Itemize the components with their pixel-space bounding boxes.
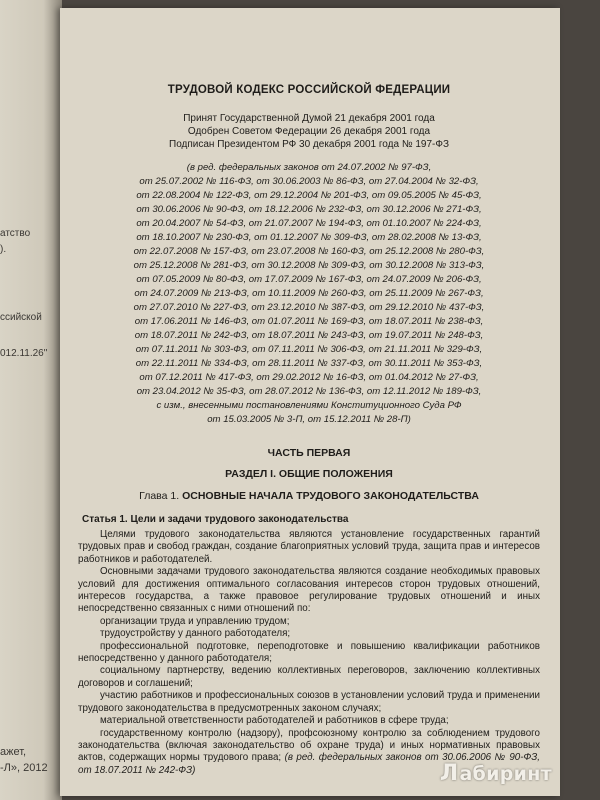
amendment-line: от 07.11.2011 № 303-ФЗ, от 07.11.2011 № 306-ФЗ, от 21.11.2011 № 329-ФЗ, xyxy=(135,344,483,355)
list-item: трудоустройству у данного работодателя; xyxy=(100,628,291,640)
left-page-fragment: 012.11.26" xyxy=(0,348,48,359)
amendment-line: (в ред. федеральных законов от 24.07.2002 № 97-ФЗ, xyxy=(186,162,432,173)
list-item: материальной ответственности работодателей и работников в сфере труда; xyxy=(100,715,449,727)
paragraph: Целями трудового законодательства являются установление государственных гарантий трудовых прав и свобод граждан, создание благоприятных условий труда, защита прав и интересов работников и работодателей. xyxy=(78,529,540,565)
amendment-line: от 18.10.2007 № 230-ФЗ, от 01.12.2007 № 309-ФЗ, от 28.02.2008 № 13-ФЗ, xyxy=(136,232,482,243)
amendment-line: от 25.12.2008 № 281-ФЗ, от 30.12.2008 № 309-ФЗ, от 30.12.2008 № 313-ФЗ, xyxy=(133,260,485,271)
list-item: организации труда и управлению трудом; xyxy=(100,615,290,627)
page-content xyxy=(78,74,540,777)
article-body xyxy=(78,529,540,777)
watermark-logo xyxy=(440,761,552,786)
list-item: профессиональной подготовке, переподготовке и повышению квалификации работников непосредственно у данного работодателя; xyxy=(78,640,540,665)
left-page-fragment: ссийской xyxy=(0,312,42,323)
part-heading: ЧАСТЬ ПЕРВАЯ xyxy=(267,447,351,459)
background-left-bottom xyxy=(0,740,62,800)
list-items xyxy=(78,616,540,728)
background-left-page xyxy=(0,0,62,800)
book-page xyxy=(60,8,560,796)
amendment-line: от 22.07.2008 № 157-ФЗ, от 23.07.2008 № 160-ФЗ, от 25.12.2008 № 280-ФЗ, xyxy=(133,246,485,257)
amendment-line: от 07.12.2011 № 417-ФЗ, от 29.02.2012 № 16-ФЗ, от 01.04.2012 № 27-ФЗ, xyxy=(139,372,479,383)
amendment-line: от 22.11.2011 № 334-ФЗ, от 28.11.2011 № 337-ФЗ, от 30.11.2011 № 353-ФЗ, xyxy=(135,358,483,369)
amendment-line: с изм., внесенными постановлениями Конституционного Суда РФ xyxy=(156,400,462,411)
left-page-fragment: ажет, xyxy=(0,746,27,758)
amendment-line: от 22.08.2004 № 122-ФЗ, от 29.12.2004 № 201-ФЗ, от 09.05.2005 № 45-ФЗ, xyxy=(136,190,482,201)
paragraph: Основными задачами трудового законодательства являются создание необходимых правовых условий для достижения оптимального согласования интересов сторон трудовых отношений, интересов государства, а также правовое регулирование трудовых отношений и иных непосредственно связанных с ними отношений по: xyxy=(78,566,540,615)
amendment-line: от 24.07.2009 № 213-ФЗ, от 10.11.2009 № 260-ФЗ, от 25.11.2009 № 267-ФЗ, xyxy=(134,288,484,299)
chapter-label: Глава 1. xyxy=(139,490,180,502)
article-heading xyxy=(78,514,540,525)
left-page-fragment: ). xyxy=(0,244,7,255)
article-label: Статья 1. xyxy=(82,514,128,525)
adoption-line: Одобрен Советом Федерации 26 декабря 2001 года xyxy=(187,126,431,137)
chapter-title: ОСНОВНЫЕ НАЧАЛА ТРУДОВОГО ЗАКОНОДАТЕЛЬСТВА xyxy=(182,490,479,502)
adoption-line: Подписан Президентом РФ 30 декабря 2001 года № 197-ФЗ xyxy=(169,139,449,150)
amendment-line: от 07.05.2009 № 80-ФЗ, от 17.07.2009 № 167-ФЗ, от 24.07.2009 № 206-ФЗ, xyxy=(136,274,482,285)
list-item-text: государственному контролю (надзору), профсоюзному контролю за соблюдением трудового законодательства (включая законодательство об охране труда) и иных нормативных правовых актов, содержащих нормы трудового права; xyxy=(78,727,540,764)
adoption-info xyxy=(78,112,540,151)
list-item: участию работников и профессиональных союзов в установлении условий труда и применении трудового законодательства в предусмотренных законом случаях; xyxy=(78,690,540,714)
amendment-line: от 30.06.2006 № 90-ФЗ, от 18.12.2006 № 232-ФЗ, от 30.12.2006 № 271-ФЗ, xyxy=(136,204,482,215)
amendment-line: от 20.04.2007 № 54-ФЗ, от 21.07.2007 № 194-ФЗ, от 01.10.2007 № 224-ФЗ, xyxy=(136,218,482,229)
amendment-line: от 27.07.2010 № 227-ФЗ, от 23.12.2010 № 387-ФЗ, от 29.12.2010 № 437-ФЗ, xyxy=(133,302,485,313)
amendment-line: от 18.07.2011 № 242-ФЗ, от 18.07.2011 № 243-ФЗ, от 19.07.2011 № 248-ФЗ, xyxy=(134,330,484,341)
left-page-fragment: -Л», 2012 xyxy=(0,762,48,774)
left-page-fragment: атство xyxy=(0,228,31,239)
adoption-line: Принят Государственной Думой 21 декабря 2001 года xyxy=(183,113,435,124)
amendment-note: (в ред. федеральных законов от 30.06.2006 № 90-ФЗ, от 18.07.2011 № 242-ФЗ) xyxy=(78,752,540,776)
amendments-list xyxy=(78,161,540,427)
amendment-line: от 17.06.2011 № 146-ФЗ, от 01.07.2011 № 169-ФЗ, от 18.07.2011 № 238-ФЗ, xyxy=(134,316,484,327)
list-item: социальному партнерству, ведению коллективных переговоров, заключению коллективных договоров и соглашений; xyxy=(78,665,540,689)
section-heading: РАЗДЕЛ I. ОБЩИЕ ПОЛОЖЕНИЯ xyxy=(225,468,393,480)
watermark-text: абиринт xyxy=(459,762,552,785)
article-title: Цели и задачи трудового законодательства xyxy=(130,514,349,525)
amendment-line: от 23.04.2012 № 35-ФЗ, от 28.07.2012 № 136-ФЗ, от 12.11.2012 № 189-ФЗ, xyxy=(136,386,482,397)
document-title: ТРУДОВОЙ КОДЕКС РОССИЙСКОЙ ФЕДЕРАЦИИ xyxy=(167,84,451,96)
labirint-logo-icon: Л xyxy=(439,761,459,786)
chapter-heading xyxy=(78,490,540,502)
amendment-line: от 15.03.2005 № 3-П, от 15.12.2011 № 28-П) xyxy=(207,414,411,425)
amendment-line: от 25.07.2002 № 116-ФЗ, от 30.06.2003 № 86-ФЗ, от 27.04.2004 № 32-ФЗ, xyxy=(139,176,479,187)
